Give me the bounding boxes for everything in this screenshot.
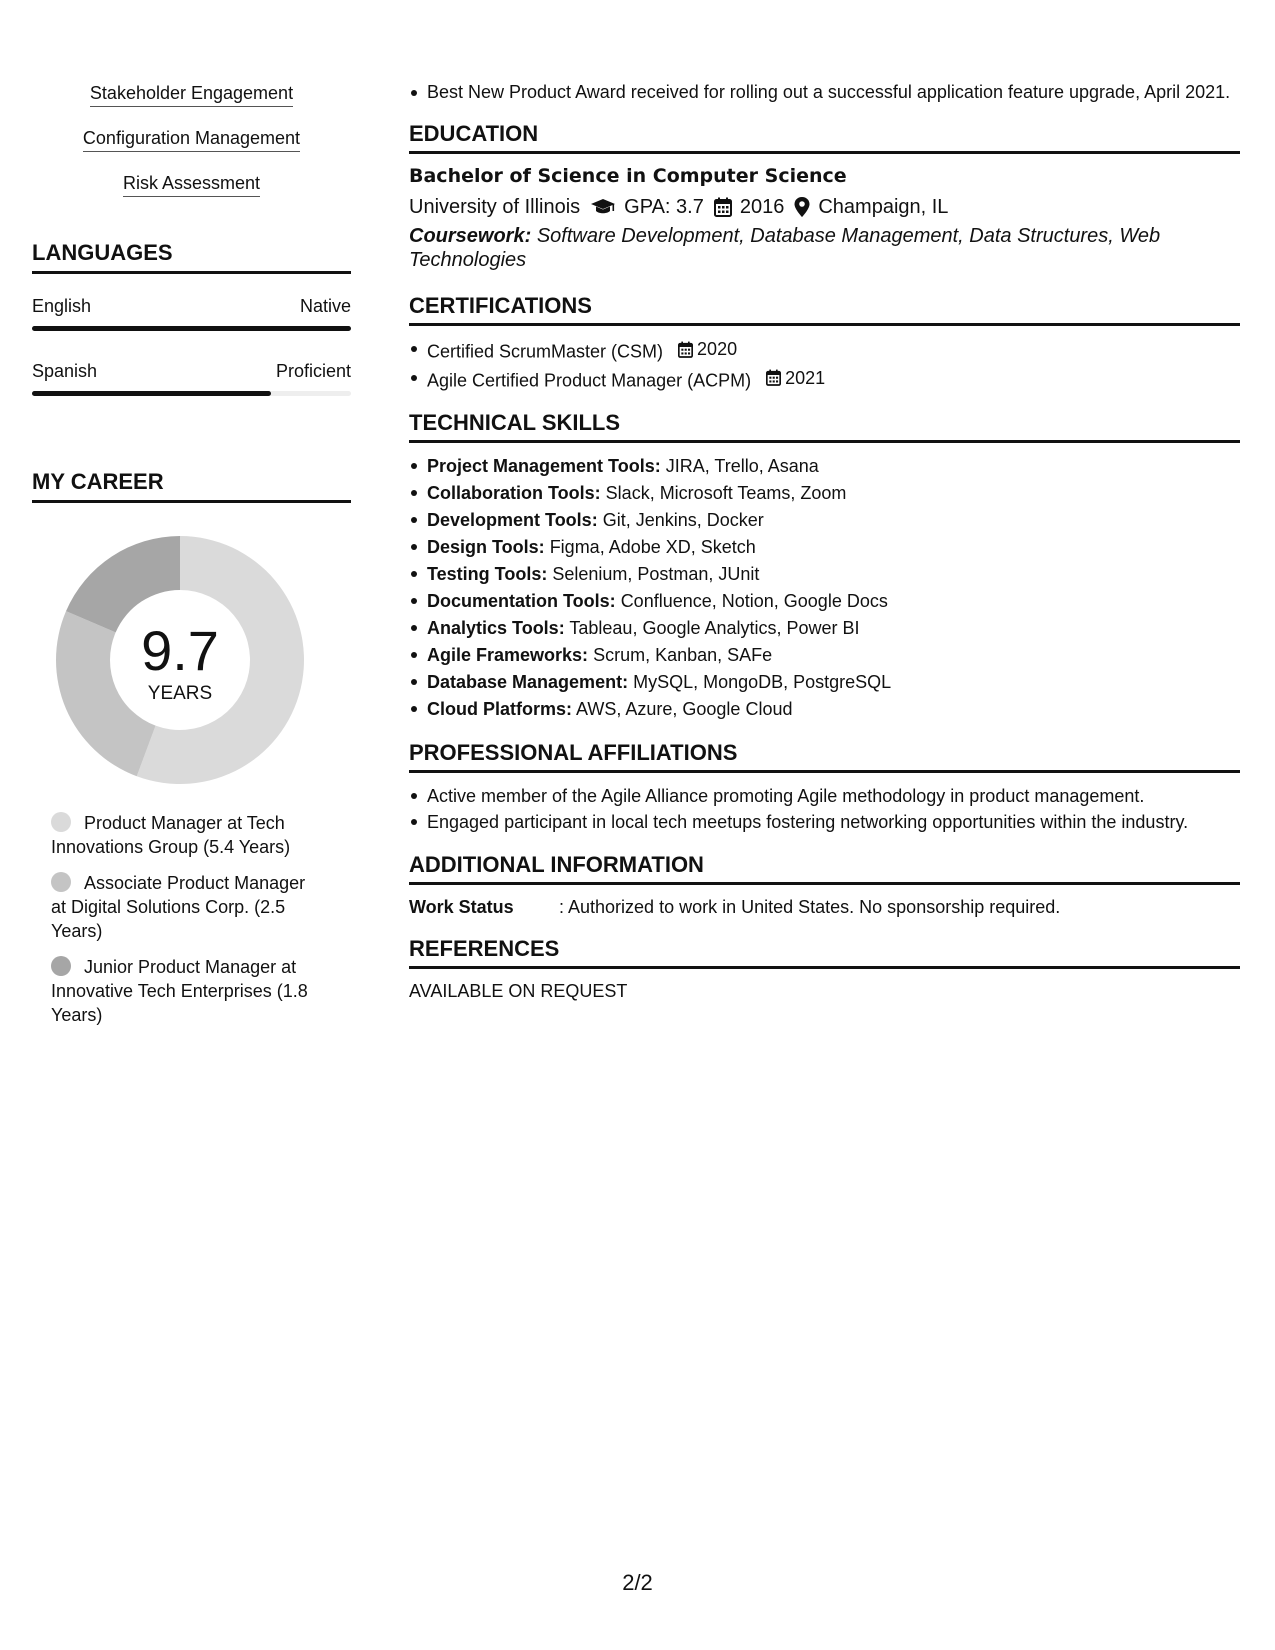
certification-year: 2020 — [697, 339, 738, 359]
legend-dot — [51, 812, 71, 832]
legend-dot — [51, 872, 71, 892]
main-content — [409, 80, 1240, 1003]
technical-skills-list — [409, 453, 1240, 723]
affiliations-heading: PROFESSIONAL AFFILIATIONS — [409, 739, 1240, 773]
language-bar-fill — [32, 391, 271, 396]
skill-category: Design Tools: — [427, 537, 545, 557]
award-item: Best New Product Award received for rolling out a successful application feature upgrade, April 2021. — [409, 80, 1240, 104]
school-location: Champaign, IL — [818, 196, 949, 218]
legend-item — [32, 871, 322, 943]
certification-item — [409, 336, 1240, 365]
sidebar — [32, 82, 351, 1039]
legend-item — [32, 811, 322, 859]
skill-values: JIRA, Trello, Asana — [665, 456, 819, 476]
education-heading: EDUCATION — [409, 120, 1240, 154]
skill-category: Development Tools: — [427, 510, 598, 530]
skill-tag: Stakeholder Engagement — [32, 82, 351, 127]
legend-item — [32, 955, 322, 1027]
award-list — [409, 80, 1240, 104]
certifications-heading: CERTIFICATIONS — [409, 292, 1240, 326]
skill-tag: Configuration Management — [32, 127, 351, 172]
work-status-value: : Authorized to work in United States. No sponsorship required. — [559, 897, 1061, 917]
graduation-cap-icon — [590, 198, 616, 216]
technical-skills-section — [409, 409, 1240, 723]
references-section — [409, 935, 1240, 1003]
skill-values: MySQL, MongoDB, PostgreSQL — [633, 672, 892, 692]
coursework — [409, 224, 1240, 272]
skill-values: Scrum, Kanban, SAFe — [593, 645, 773, 665]
certifications-section — [409, 292, 1240, 393]
language-level: Native — [299, 296, 351, 316]
language-item — [32, 294, 351, 331]
legend-dot — [51, 956, 71, 976]
additional-info-heading: ADDITIONAL INFORMATION — [409, 851, 1240, 885]
school-name: University of Illinois — [409, 196, 581, 218]
language-bar — [32, 326, 351, 331]
skill-category: Project Management Tools: — [427, 456, 661, 476]
language-level: Proficient — [275, 361, 351, 381]
legend-label: Product Manager at Tech Innovations Group (5.4 Years) — [51, 813, 291, 857]
technical-skills-heading: TECHNICAL SKILLS — [409, 409, 1240, 443]
references-text: AVAILABLE ON REQUEST — [409, 981, 628, 1001]
career-donut-chart — [55, 535, 305, 785]
skill-category: Cloud Platforms: — [427, 699, 573, 719]
graduation-year: 2016 — [739, 196, 785, 218]
certification-year: 2021 — [785, 367, 826, 388]
skill-item — [409, 615, 1240, 642]
affiliations-section — [409, 739, 1240, 835]
language-bar — [32, 391, 351, 396]
career-section — [32, 468, 351, 1027]
skill-category: Collaboration Tools: — [427, 483, 601, 503]
total-years: 9.7 — [141, 619, 219, 682]
legend-label: Junior Product Manager at Innovative Tech Enterprises (1.8 Years) — [51, 957, 308, 1025]
skill-category: Analytics Tools: — [427, 618, 565, 638]
career-heading: MY CAREER — [32, 468, 351, 503]
page-number: 2/2 — [622, 1570, 653, 1595]
skill-values: Figma, Adobe XD, Sketch — [549, 537, 756, 557]
location-pin-icon — [794, 197, 810, 217]
skill-values: Slack, Microsoft Teams, Zoom — [605, 483, 847, 503]
skill-tag: Risk Assessment — [32, 172, 351, 217]
certification-item — [409, 365, 1240, 394]
additional-info-section — [409, 851, 1240, 919]
gpa: GPA: 3.7 — [624, 196, 704, 218]
legend-label: Associate Product Manager at Digital Solutions Corp. (2.5 Years) — [51, 873, 306, 941]
certification-name: Certified ScrumMaster (CSM) — [427, 341, 664, 362]
coursework-list: Software Development, Database Management, Data Structures, Web Technologies — [409, 225, 1161, 271]
skill-item — [409, 534, 1240, 561]
calendar-icon — [714, 197, 732, 217]
calendar-icon — [678, 341, 693, 358]
skill-category: Database Management: — [427, 672, 629, 692]
certification-name: Agile Certified Product Manager (ACPM) — [427, 370, 752, 390]
work-status-label: Work Status — [409, 897, 514, 917]
skill-values: Git, Jenkins, Docker — [602, 510, 764, 530]
skill-category: Agile Frameworks: — [427, 645, 589, 665]
language-name: English — [32, 296, 92, 316]
affiliation-item: Active member of the Agile Alliance promoting Agile methodology in product management. — [409, 783, 1240, 809]
education-section — [409, 120, 1240, 272]
skill-item — [409, 669, 1240, 696]
degree-title: Bachelor of Science in Computer Science — [409, 165, 847, 187]
skill-values: Tableau, Google Analytics, Power BI — [569, 618, 860, 638]
skill-item — [409, 642, 1240, 669]
certifications-list — [409, 336, 1240, 393]
affiliation-item: Engaged participant in local tech meetups fostering networking opportunities within the industry. — [409, 809, 1240, 835]
calendar-icon — [766, 369, 781, 386]
affiliations-list — [409, 783, 1240, 835]
language-bar-fill — [32, 326, 351, 331]
skills-list — [32, 82, 351, 217]
career-legend — [32, 811, 351, 1027]
skill-values: Selenium, Postman, JUnit — [552, 564, 760, 584]
skill-item — [409, 507, 1240, 534]
years-label: YEARS — [147, 683, 213, 704]
skill-item — [409, 480, 1240, 507]
languages-section — [32, 239, 351, 396]
coursework-label: Coursework: — [409, 225, 532, 247]
skill-category: Documentation Tools: — [427, 591, 616, 611]
skill-item — [409, 561, 1240, 588]
education-details — [409, 194, 1240, 220]
skill-category: Testing Tools: — [427, 564, 548, 584]
skill-values: AWS, Azure, Google Cloud — [576, 699, 793, 719]
languages-heading: LANGUAGES — [32, 239, 351, 274]
skill-item — [409, 453, 1240, 480]
skill-values: Confluence, Notion, Google Docs — [620, 591, 888, 611]
skill-item — [409, 696, 1240, 723]
language-name: Spanish — [32, 361, 98, 381]
skill-item — [409, 588, 1240, 615]
language-item — [32, 359, 351, 396]
references-heading: REFERENCES — [409, 935, 1240, 969]
donut-center — [55, 535, 305, 785]
work-status-row — [409, 895, 1240, 919]
